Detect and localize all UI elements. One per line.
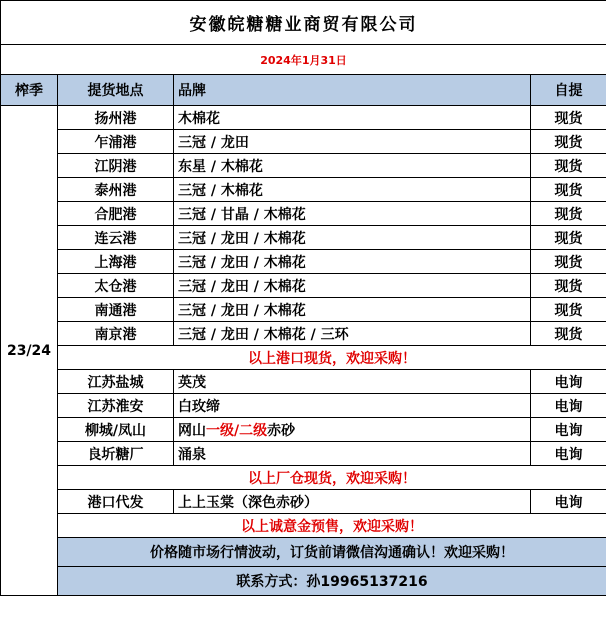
location-cell: 江苏淮安 xyxy=(58,394,174,418)
presale-note: 以上诚意金预售，欢迎采购！ xyxy=(58,514,606,538)
footer-row xyxy=(1,538,606,567)
brand-cell: 三冠 / 龙田 / 木棉花 xyxy=(174,298,531,322)
location-cell: 江阴港 xyxy=(58,154,174,178)
brand-cell: 三冠 / 龙田 / 木棉花 xyxy=(174,274,531,298)
location-cell: 南通港 xyxy=(58,298,174,322)
brand-cell: 木棉花 xyxy=(174,106,531,130)
table-row xyxy=(1,418,606,442)
brand-cell: 英茂 xyxy=(174,370,531,394)
brand-cell: 三冠 / 龙田 / 木棉花 xyxy=(174,226,531,250)
table-row xyxy=(1,370,606,394)
pickup-cell: 现货 xyxy=(531,274,606,298)
location-cell: 良圻糖厂 xyxy=(58,442,174,466)
pickup-cell: 电询 xyxy=(531,418,606,442)
pickup-cell: 电询 xyxy=(531,442,606,466)
season-cell: 23/24 xyxy=(1,106,58,596)
title-row xyxy=(1,1,606,45)
header-location: 提货地点 xyxy=(58,75,174,106)
pickup-cell: 现货 xyxy=(531,154,606,178)
brand-cell: 三冠 / 木棉花 xyxy=(174,178,531,202)
pickup-cell: 现货 xyxy=(531,322,606,346)
note-row xyxy=(1,466,606,490)
pickup-cell: 现货 xyxy=(531,202,606,226)
table-row xyxy=(1,298,606,322)
factory-stock-note: 以上厂仓现货，欢迎采购！ xyxy=(58,466,606,490)
pickup-cell: 现货 xyxy=(531,298,606,322)
brand-cell: 三冠 / 龙田 xyxy=(174,130,531,154)
brand-cell: 三冠 / 甘晶 / 木棉花 xyxy=(174,202,531,226)
company-title: 安徽皖糖糖业商贸有限公司 xyxy=(1,1,606,45)
brand-cell xyxy=(174,418,531,442)
table-row xyxy=(1,202,606,226)
pickup-cell: 电询 xyxy=(531,394,606,418)
pickup-cell: 现货 xyxy=(531,178,606,202)
table-row xyxy=(1,178,606,202)
pickup-cell: 电询 xyxy=(531,490,606,514)
table-row xyxy=(1,250,606,274)
table-row xyxy=(1,154,606,178)
brand-cell: 三冠 / 龙田 / 木棉花 / 三环 xyxy=(174,322,531,346)
pickup-cell: 现货 xyxy=(531,130,606,154)
brand-grade: 一级/二级 xyxy=(206,422,268,439)
brand-cell: 东星 / 木棉花 xyxy=(174,154,531,178)
table-row xyxy=(1,106,606,130)
location-cell: 连云港 xyxy=(58,226,174,250)
footer-row xyxy=(1,567,606,596)
location-cell: 上海港 xyxy=(58,250,174,274)
brand-cell: 三冠 / 龙田 / 木棉花 xyxy=(174,250,531,274)
date-row xyxy=(1,45,606,75)
header-brand: 品牌 xyxy=(174,75,531,106)
table-row xyxy=(1,322,606,346)
note-row xyxy=(1,346,606,370)
location-cell: 乍浦港 xyxy=(58,130,174,154)
contact-info: 联系方式：孙19965137216 xyxy=(58,567,606,596)
note-row xyxy=(1,514,606,538)
table-header xyxy=(1,75,606,106)
pickup-cell: 现货 xyxy=(531,250,606,274)
brand-prefix: 网山 xyxy=(178,422,206,439)
brand-cell: 白玫缔 xyxy=(174,394,531,418)
location-cell: 江苏盐城 xyxy=(58,370,174,394)
header-pickup: 自提 xyxy=(531,75,606,106)
brand-suffix: 赤砂 xyxy=(267,422,296,439)
table-row xyxy=(1,490,606,514)
location-cell: 扬州港 xyxy=(58,106,174,130)
table-row xyxy=(1,130,606,154)
date-label: 2024年1月31日 xyxy=(1,45,606,75)
location-cell: 合肥港 xyxy=(58,202,174,226)
location-cell: 太仓港 xyxy=(58,274,174,298)
pickup-cell: 现货 xyxy=(531,226,606,250)
location-cell: 泰州港 xyxy=(58,178,174,202)
table-row xyxy=(1,442,606,466)
table-row xyxy=(1,226,606,250)
location-cell: 南京港 xyxy=(58,322,174,346)
brand-cell: 涌泉 xyxy=(174,442,531,466)
table-row xyxy=(1,394,606,418)
price-disclaimer: 价格随市场行情波动，订货前请微信沟通确认！欢迎采购！ xyxy=(58,538,606,567)
location-cell: 港口代发 xyxy=(58,490,174,514)
port-stock-note: 以上港口现货，欢迎采购！ xyxy=(58,346,606,370)
pickup-cell: 电询 xyxy=(531,370,606,394)
brand-cell: 上上玉棠（深色赤砂） xyxy=(174,490,531,514)
pickup-cell: 现货 xyxy=(531,106,606,130)
table-row xyxy=(1,274,606,298)
location-cell: 柳城/凤山 xyxy=(58,418,174,442)
header-season: 榨季 xyxy=(1,75,58,106)
